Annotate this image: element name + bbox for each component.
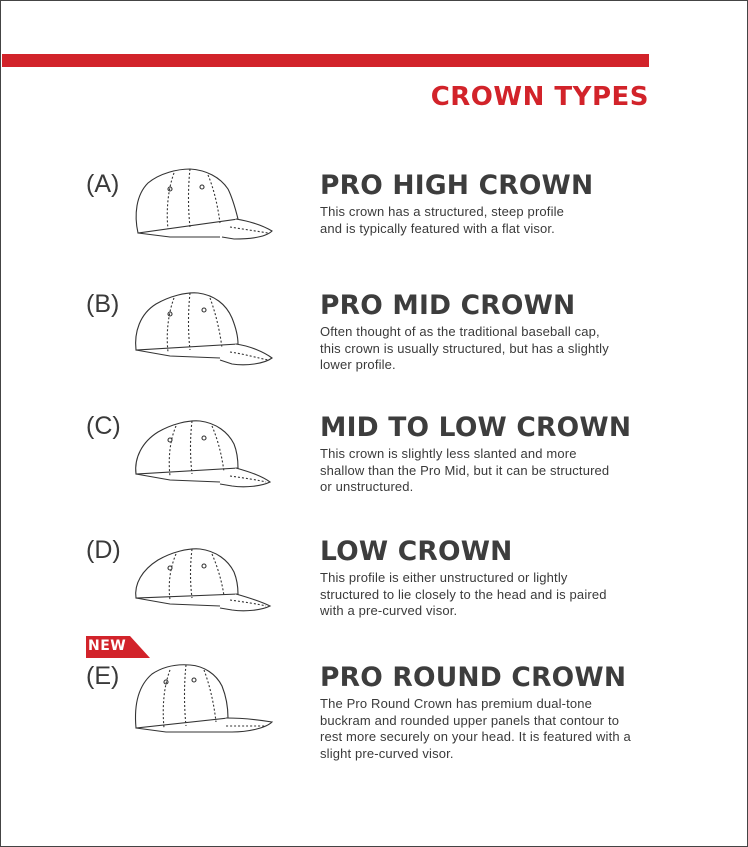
description-line: lower profile. [320, 357, 396, 372]
description-line: This profile is either unstructured or lightly [320, 570, 568, 585]
description-line: structured to lie closely to the head and is paired [320, 586, 607, 602]
pro-mid-crown-cap-icon [130, 290, 275, 370]
description-line: with a pre-curved visor. [320, 603, 458, 618]
low-crown-cap-icon [130, 540, 275, 620]
description-line: This crown has a structured, steep profile [320, 204, 565, 219]
crown-title: PRO HIGH CROWN [320, 170, 594, 201]
description-line: rest more securely on your head. It is featured with a [320, 729, 631, 744]
mid-to-low-crown-cap-icon [130, 414, 275, 494]
crown-title: PRO ROUND CROWN [320, 662, 627, 693]
description-line: Often thought of as the traditional baseball cap, [320, 324, 600, 339]
header-red-bar [2, 54, 649, 67]
crown-title: PRO MID CROWN [320, 290, 576, 321]
crown-letter: (E) [86, 662, 120, 690]
description-line: The Pro Round Crown has premium dual-tone [320, 696, 593, 711]
description-line: or unstructured. [320, 479, 414, 494]
new-badge-label: NEW [88, 638, 127, 654]
crown-letter: (D) [86, 536, 121, 564]
page-heading: CROWN TYPES [430, 82, 649, 112]
crown-title: MID TO LOW CROWN [320, 412, 632, 443]
description-line: this crown is usually structured, but has a slightly [320, 340, 609, 356]
crown-description [320, 204, 665, 237]
crown-description [320, 696, 665, 762]
crown-title: LOW CROWN [320, 536, 513, 567]
crown-letter: (A) [86, 170, 120, 198]
crown-letter: (C) [86, 412, 121, 440]
crown-description [320, 570, 665, 620]
description-line: shallow than the Pro Mid, but it can be structured [320, 462, 610, 478]
pro-round-crown-cap-icon [130, 662, 275, 742]
description-line: buckram and rounded upper panels that contour to [320, 712, 620, 728]
description-line: slight pre-curved visor. [320, 745, 454, 761]
pro-high-crown-cap-icon [130, 167, 275, 247]
crown-description [320, 324, 665, 374]
description-line: and is typically featured with a flat visor. [320, 220, 555, 236]
description-line: This crown is slightly less slanted and more [320, 446, 577, 461]
crown-description [320, 446, 665, 496]
crown-letter: (B) [86, 290, 120, 318]
